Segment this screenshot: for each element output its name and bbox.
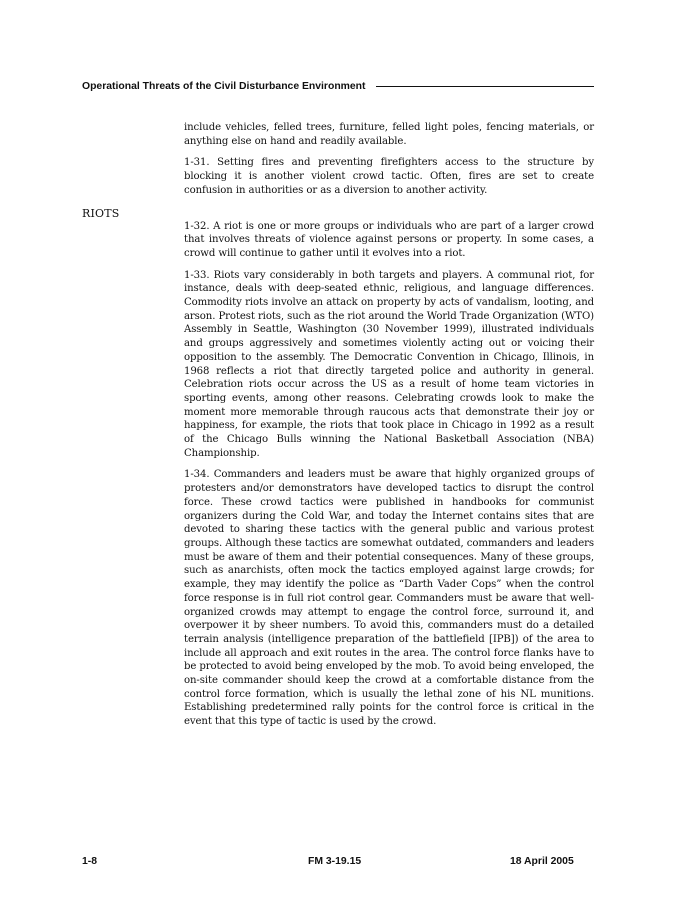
paragraph-continued: include vehicles, felled trees, furniture, felled light poles, fencing materials, or anything else on hand and readily available.	[184, 122, 594, 147]
body-text	[184, 121, 594, 737]
footer-manual-id: FM 3-19.15	[308, 856, 362, 867]
paragraph-1-34: 1-34. Commanders and leaders must be aware that highly organized groups of protesters and/or demonstrators have developed tactics to disrupt the control force. These crowd tactics were published in handbooks for communist organizers during the Cold War, and today the Internet contains sites that are devoted to sharing these tactics with the general public and various protest groups. Although these tactics are somewhat outdated, commanders and leaders must be aware of them and their potential consequences. Many of these groups, such as anarchists, often mock the tactics employed against large crowds; for example, they may identify the police as “Darth Vader Cops” when the control force response is in full riot control gear. Commanders must be aware that well-organized crowds may attempt to engage the control force, surround it, and overpower it by sheer numbers. To avoid this, commanders must do a detailed terrain analysis (intelligence preparation of the battlefield [IPB]) of the area to include all approach and exit routes in the area. The control force flanks have to be protected to avoid being enveloped by the mob. To avoid being enveloped, the on-site commander should keep the crowd at a comfortable distance from the control force formation, which is usually the lethal zone of his NL munitions. Establishing predetermined rally points for the control force is critical in the event that this type of tactic is used by the crowd.	[184, 469, 594, 728]
running-head	[82, 79, 594, 93]
footer-page-number: 1-8	[82, 856, 98, 867]
running-head-rule	[376, 86, 595, 87]
paragraph-1-32: 1-32. A riot is one or more groups or individuals who are part of a larger crowd that involves threats of violence against persons or property. In some cases, a crowd will continue to gather until it evolves into a riot.	[184, 220, 594, 259]
paragraph-1-31: 1-31. Setting fires and preventing firefighters access to the structure by blocking it is another violent crowd tactic. Often, fires are set to create confusion in authorities or as a diversion to another activity.	[184, 157, 594, 196]
footer-date: 18 April 2005	[510, 856, 574, 867]
running-head-title: Operational Threats of the Civil Disturbance Environment	[82, 80, 366, 92]
section-heading-riots: RIOTS	[82, 207, 120, 220]
paragraph-1-33: 1-33. Riots vary considerably in both targets and players. A communal riot, for instance, deals with deep-seated ethnic, religious, and language differences. Commodity riots involve an attack on property by acts of vandalism, looting, and arson. Protest riots, such as the riot around the World Trade Organization (WTO) Assembly in Seattle, Washington (30 November 1999), illustrated individuals and groups aggressively and sometimes violently acting out or voicing their opposition to the assembly. The Democratic Convention in Chicago, Illinois, in 1968 reflects a riot that directly targeted police and authority in general. Celebration riots occur across the US as a result of home team victories in sporting events, among other reasons. Celebrating crowds look to make the moment more memorable through raucous acts that demonstrate their joy or happiness, for example, the riots that took place in Chicago in 1992 as a result of the Chicago Bulls winning the National Basketball Association (NBA) Championship.	[184, 269, 594, 459]
